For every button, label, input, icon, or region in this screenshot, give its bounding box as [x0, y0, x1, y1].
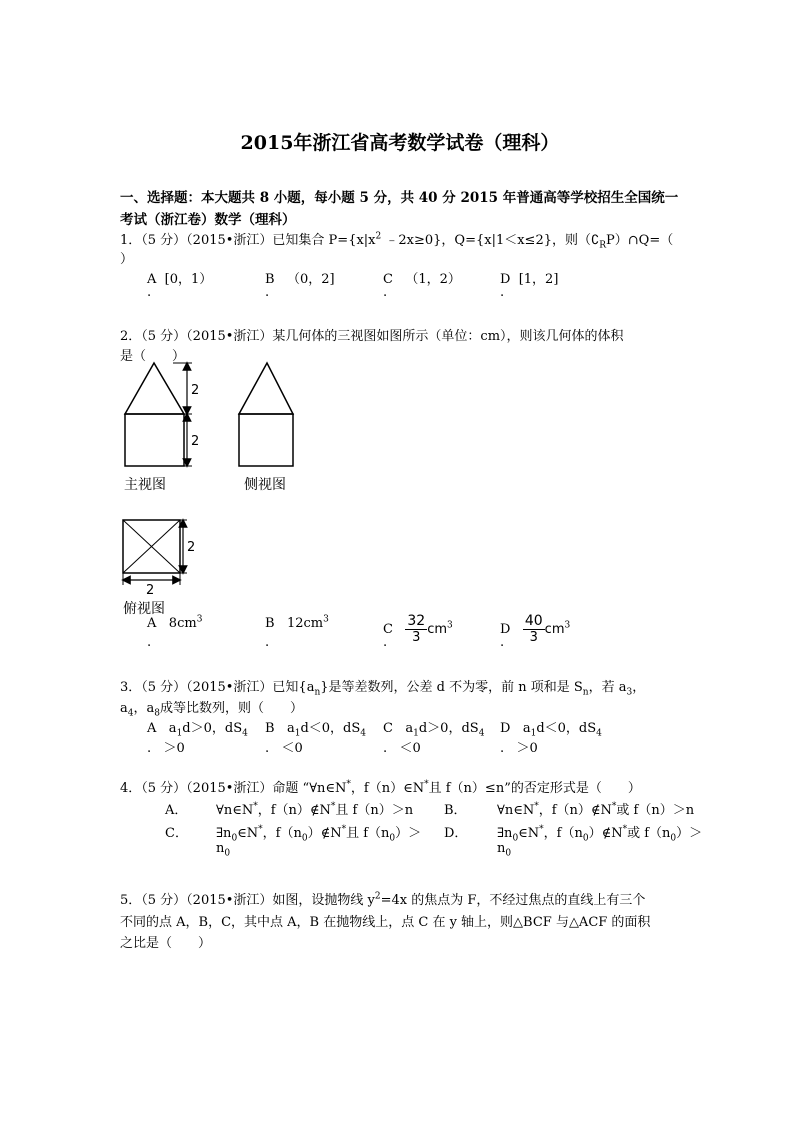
q1-option-a[interactable]: A [0，1）	[147, 272, 213, 287]
q3-option-c[interactable]: C $a_1d>0$，$dS_4$	[383, 721, 485, 739]
q2-option-d[interactable]: D $\frac{40}{3}$ $cm^3$	[500, 613, 571, 645]
q1-stem-line1: 1．（5 分）（2015•浙江）已知集合 $P=\{x|x^2$ ﹣2x≥0}，Q={x|1＜x≤2}，则$(∁_RP)\cap Q=$（	[120, 231, 674, 251]
top-view	[123, 520, 180, 573]
q2-option-a[interactable]: A $8cm^3$	[147, 614, 203, 631]
q2-option-c-fraction: $\frac{32}{3}$	[407, 613, 426, 645]
q2-option-c-dot: .	[383, 635, 388, 650]
q2-stem-line1: 2．（5 分）（2015•浙江）某几何体的三视图如图所示（单位：cm），则该几何体的体积	[120, 329, 624, 344]
q1-option-b-dot: .	[265, 285, 270, 300]
q4-option-b[interactable]: ∀n∈N*，f（n）∉N*或 f（n）＞n	[497, 801, 695, 818]
dim-label-plan-side: 2	[187, 540, 196, 555]
q3-option-b-line2: . ＜0	[265, 741, 303, 756]
section-heading-line1: 一、选择题：本大题共 8 小题，每小题 5 分，共 40 分 2015 年普通高等学校招生全国统一	[120, 190, 679, 206]
q4-option-a[interactable]: ∀n∈N*，f（n）∉N*且 f（n）＞n	[216, 801, 414, 818]
q4-option-d-letter[interactable]: D．	[444, 826, 468, 841]
q2-option-b-dot: .	[265, 635, 270, 650]
top-dimension	[123, 520, 187, 585]
q4-option-d-line2: $n_0$	[497, 841, 512, 859]
q4-option-c[interactable]: $\exists n_0\in N^*$，$f(n_0)\notin N^*$且 $f(n_0)>$	[216, 824, 422, 844]
q2-option-d-fraction: $\frac{40}{3}$	[524, 613, 543, 645]
q3-option-d-line2: . ＞0	[500, 741, 538, 756]
q1-stem-line2: ）	[120, 252, 134, 267]
q4-option-a-letter[interactable]: A．	[165, 803, 188, 818]
dim-label-bottom: 2	[191, 434, 200, 449]
q3-stem-line1: 3．（5 分）（2015•浙江）已知$\{a_n\}$是等差数列，公差 d 不为零，前 n 项和是 $S_n$，若 $a_3$，	[120, 680, 646, 698]
q4-option-d[interactable]: $\exists n_0\in N^*$，$f(n_0)\notin N^*$或 $f(n_0)>$	[497, 824, 703, 844]
q3-option-a[interactable]: A $a_1d>0$，$dS_4$	[147, 721, 248, 739]
section-heading-line2: 考试（浙江卷）数学（理科）	[120, 212, 296, 228]
q3-option-c-line2: . ＜0	[383, 741, 421, 756]
q3-option-b[interactable]: B $a_1d<0$，$dS_4$	[265, 721, 367, 739]
dim-label-top: 2	[191, 383, 200, 398]
page-title: 2015年浙江省高考数学试卷（理科）	[240, 132, 560, 154]
q1-option-c-dot: .	[383, 285, 388, 300]
q1-option-b[interactable]: B （0，2]	[265, 272, 335, 287]
caption-side-view: 侧视图	[244, 477, 286, 493]
side-view	[239, 363, 293, 466]
q5-stem-line3: 之比是（ ）	[120, 936, 212, 951]
caption-top-view: 俯视图	[123, 601, 165, 617]
q2-option-a-dot: .	[147, 635, 152, 650]
q4-option-c-letter[interactable]: C．	[165, 826, 188, 841]
q4-option-b-letter[interactable]: B．	[444, 803, 467, 818]
q3-stem-line2: $a_4$，$a_8$成等比数列，则（ ）	[120, 701, 304, 719]
dim-label-plan-bottom: 2	[146, 583, 155, 598]
q3-option-d[interactable]: D $a_1d<0$，$dS_4$	[500, 721, 602, 739]
q4-stem: 4．（5 分）（2015•浙江）命题 “∀n∈N*，f（n）∈N*且 f（n）≤n”的否定形式是（ ）	[120, 779, 641, 796]
q1-option-c[interactable]: C （1，2）	[383, 272, 461, 287]
q2-option-d-dot: .	[500, 635, 505, 650]
front-view	[125, 363, 184, 466]
q2-stem-line2: 是（ ）	[120, 349, 186, 364]
caption-front-view: 主视图	[124, 477, 166, 493]
q2-option-c[interactable]: C $\frac{32}{3}$ $cm^3$	[383, 613, 453, 645]
q5-stem-line2: 不同的点 A，B，C，其中点 A，B 在抛物线上，点 C 在 y 轴上，则△BCF 与△ACF 的面积	[120, 915, 651, 930]
q1-option-d-dot: .	[500, 285, 505, 300]
q1-option-a-dot: .	[147, 285, 152, 300]
q1-option-d[interactable]: D [1，2]	[500, 272, 559, 287]
q2-option-b[interactable]: B $12cm^3$	[265, 614, 329, 631]
q5-stem-line1: 5．（5 分）（2015•浙江）如图，设抛物线 $y^2=4x$ 的焦点为 F，不经过焦点的直线上有三个	[120, 891, 646, 908]
q4-option-c-line2: $n_0$	[216, 841, 231, 859]
q3-option-a-line2: . ＞0	[147, 741, 185, 756]
